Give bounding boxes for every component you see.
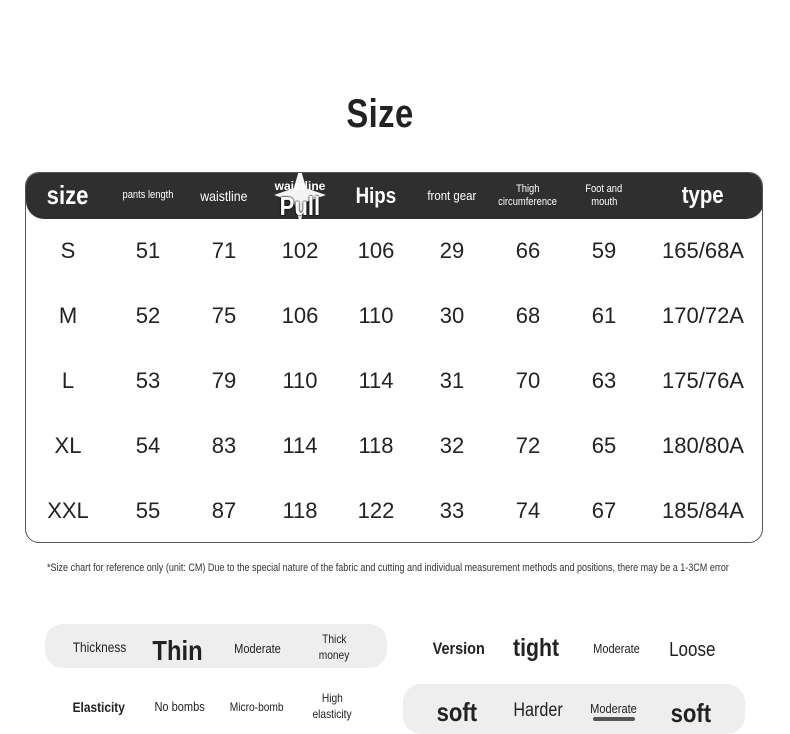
cell-waistline-pull: 114 [282,433,318,458]
cell-pants-length: 53 [135,368,161,393]
cell-hips: 122 [357,498,395,523]
table-header [26,173,763,222]
cell-pants-length: 51 [135,238,161,263]
header-foot-and-mouth: Foot and mouth [585,182,623,208]
softness-option-soft-2: soft [670,698,712,729]
cell-size: M [58,303,78,328]
cell-size: XXL [47,498,89,523]
header-pants-length: pants length [122,189,174,202]
cell-pants-length: 54 [135,433,161,458]
softness-option-harder: Harder [513,700,563,722]
cell-waistline: 79 [211,368,237,393]
cell-front-gear: 33 [439,498,465,523]
cell-thigh-circumference: 72 [515,433,541,458]
header-waistline-pull-label: waistline [274,179,326,193]
cell-waistline: 71 [211,238,237,263]
header-waistline: waistline [200,187,248,204]
softness-option-moderate: Moderate [589,701,637,717]
header-front-gear: front gear [427,188,477,204]
cell-pants-length: 55 [135,498,161,523]
elasticity-option-no-bombs: No bombs [154,699,206,715]
softness-option-soft: soft [436,697,478,728]
cell-hips: 118 [358,433,394,458]
thickness-option-moderate: Moderate [233,641,281,657]
cell-hips: 106 [357,238,395,263]
cell-thigh-circumference: 70 [515,368,541,393]
cell-type: 180/80A [662,433,744,458]
header-hips: Hips [355,182,397,208]
cell-type: 165/68A [662,238,744,263]
cell-pants-length: 52 [135,303,161,328]
thickness-option-thin: Thin [152,635,204,667]
cell-foot-and-mouth: 61 [591,303,617,328]
cell-foot-and-mouth: 63 [591,368,617,393]
cell-waistline-pull: 118 [282,498,318,523]
cell-hips: 114 [358,368,394,393]
cell-waistline-pull: 110 [282,368,318,393]
selected-indicator [593,717,635,721]
page-title: Size [346,92,414,136]
version-option-moderate: Moderate [592,641,640,657]
header-waistline-pull [262,173,338,222]
cell-size: S [60,238,76,263]
size-table [25,172,763,543]
thickness-label: Thickness [73,638,127,655]
table-row [26,431,763,461]
cell-thigh-circumference: 66 [515,238,541,263]
cell-type: 170/72A [662,303,744,328]
version-option-tight: tight [512,634,560,663]
cell-waistline: 87 [211,498,237,523]
cell-front-gear: 30 [439,303,465,328]
table-row [26,496,763,526]
cell-front-gear: 32 [439,433,465,458]
cell-hips: 110 [358,303,394,328]
cell-foot-and-mouth: 65 [591,433,617,458]
cell-waistline-pull: 106 [281,303,319,328]
cell-waistline: 75 [211,303,237,328]
cell-size: XL [54,433,82,458]
cell-thigh-circumference: 68 [515,303,541,328]
cell-foot-and-mouth: 59 [591,238,617,263]
table-row [26,366,763,396]
cell-waistline-pull: 102 [281,238,319,263]
header-pull-label: Pull [279,191,321,222]
header-thigh-circumference: Thigh circumference [498,182,558,208]
cell-foot-and-mouth: 67 [591,498,617,523]
cell-waistline: 83 [211,433,237,458]
thickness-option-thick-money: Thick money [318,631,350,662]
size-note: *Size chart for reference only (unit: CM) Due to the special nature of the fabric and cutting and individual measurement methods and positions, there may be a 1-3CM error [47,562,729,574]
cell-thigh-circumference: 74 [515,498,541,523]
version-label: Version [432,638,486,658]
table-row [26,236,763,266]
cell-size: L [61,368,75,393]
cell-front-gear: 31 [439,368,465,393]
cell-type: 175/76A [662,368,744,393]
elasticity-option-micro-bomb: Micro-bomb [230,699,284,714]
header-type: type [682,181,724,209]
cell-front-gear: 29 [439,238,465,263]
elasticity-option-high-elasticity: High elasticity [312,690,352,721]
elasticity-label: Elasticity [72,698,126,715]
version-option-loose: Loose [668,638,716,661]
table-row [26,301,763,331]
header-size: size [47,180,89,211]
cell-type: 185/84A [662,498,744,523]
